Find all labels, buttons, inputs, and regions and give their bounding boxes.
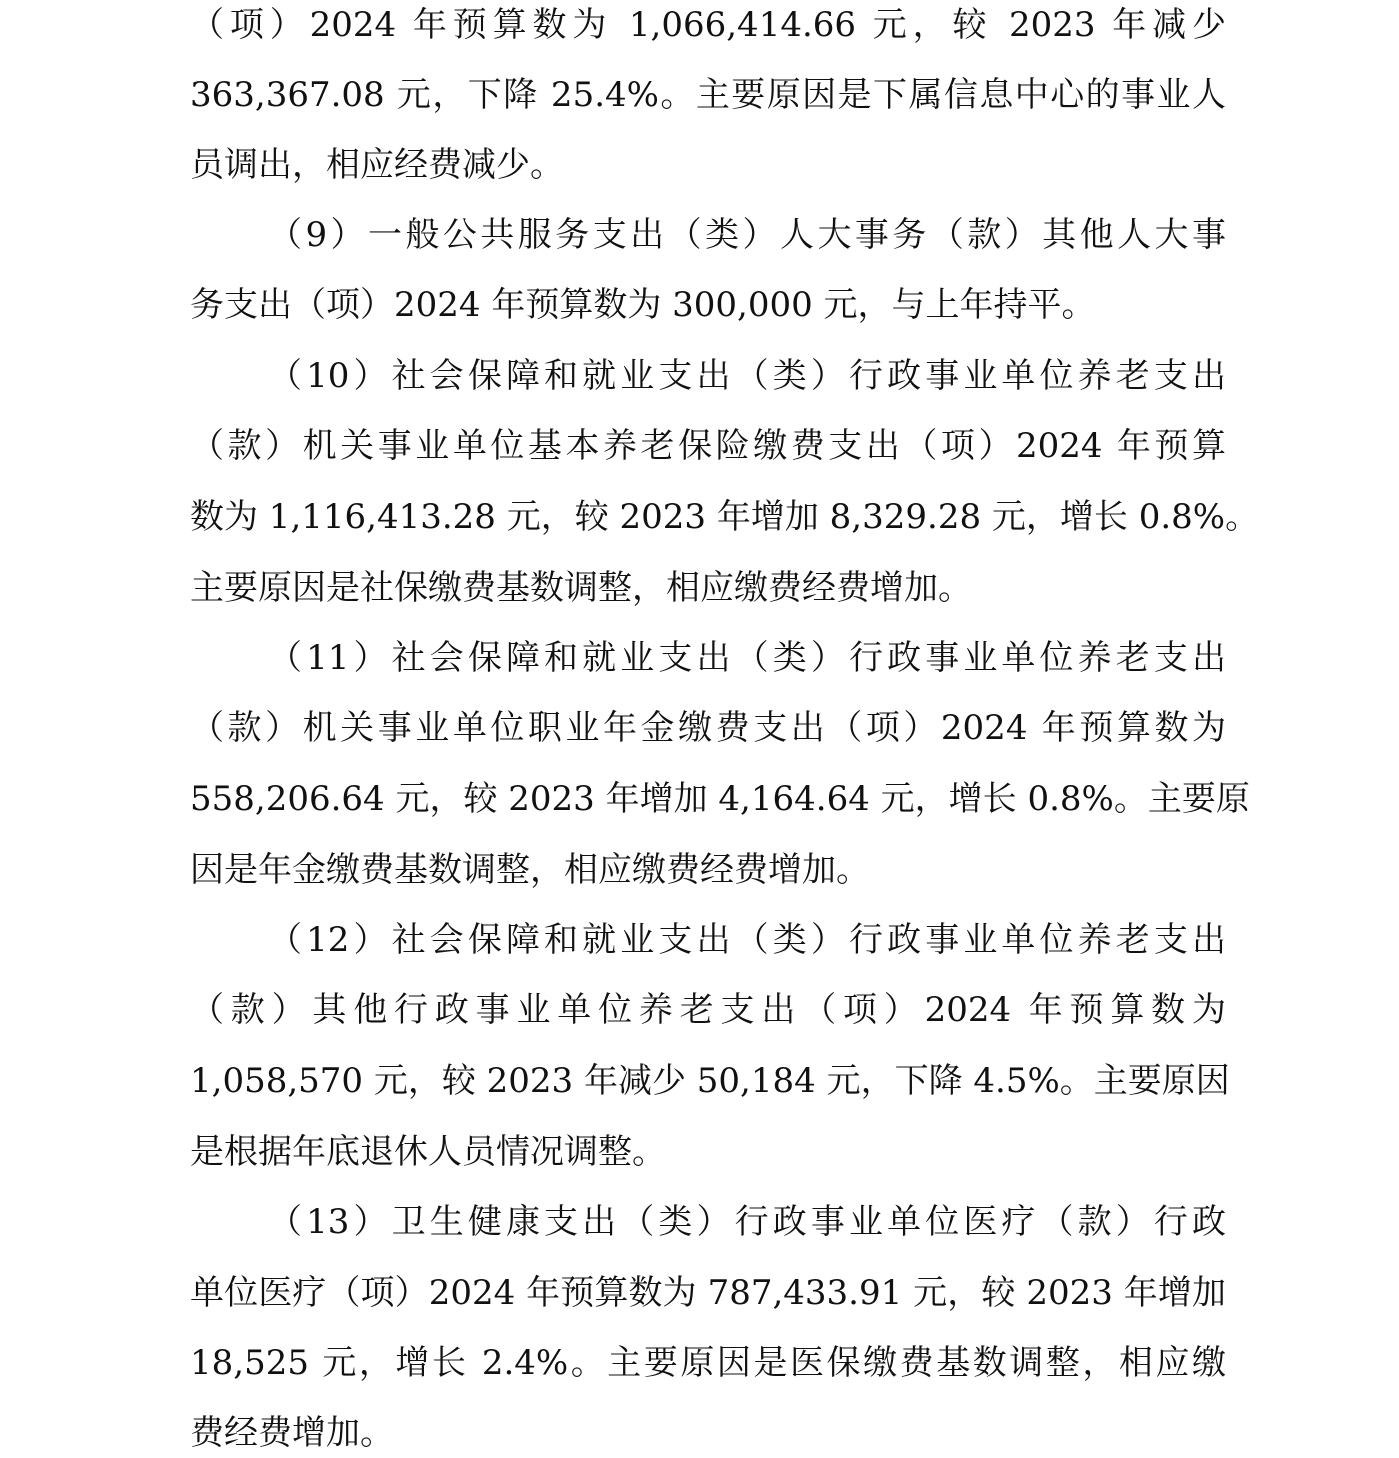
text-line-3: 员调出，相应经费减少。 — [190, 145, 564, 185]
paragraph-10-line-1: （10）社会保障和就业支出（类）行政事业单位养老支出 — [268, 356, 1226, 396]
paragraph-11-line-1: （11）社会保障和就业支出（类）行政事业单位养老支出 — [268, 638, 1226, 678]
paragraph-10-line-3: 数为 1,116,413.28 元，较 2023 年增加 8,329.28 元，增长 0.8%。 — [190, 497, 1260, 537]
paragraph-10-line-4: 主要原因是社保缴费基数调整，相应缴费经费增加。 — [190, 568, 972, 608]
paragraph-11-line-2: （款）机关事业单位职业年金缴费支出（项）2024 年预算数为 — [190, 708, 1226, 748]
paragraph-12-line-3: 1,058,570 元，较 2023 年减少 50,184 元，下降 4.5%。主要原因 — [190, 1061, 1230, 1101]
paragraph-9-line-1: （9）一般公共服务支出（类）人大事务（款）其他人大事 — [268, 215, 1226, 255]
paragraph-13-line-4: 费经费增加。 — [190, 1413, 394, 1453]
paragraph-12-line-4: 是根据年底退休人员情况调整。 — [190, 1132, 666, 1172]
paragraph-12-line-2: （款）其他行政事业单位养老支出（项）2024 年预算数为 — [190, 990, 1226, 1030]
paragraph-10-line-2: （款）机关事业单位基本养老保险缴费支出（项）2024 年预算 — [190, 426, 1226, 466]
paragraph-11-line-3: 558,206.64 元，较 2023 年增加 4,164.64 元，增长 0.8%。主要原 — [190, 779, 1250, 819]
paragraph-13-line-2: 单位医疗（项）2024 年预算数为 787,433.91 元，较 2023 年增加 — [190, 1273, 1226, 1313]
paragraph-11-line-4: 因是年金缴费基数调整，相应缴费经费增加。 — [190, 850, 870, 890]
text-line-2: 363,367.08 元，下降 25.4%。主要原因是下属信息中心的事业人 — [190, 75, 1226, 115]
paragraph-12-line-1: （12）社会保障和就业支出（类）行政事业单位养老支出 — [268, 920, 1226, 960]
paragraph-13-line-3: 18,525 元，增长 2.4%。主要原因是医保缴费基数调整，相应缴 — [190, 1343, 1226, 1383]
paragraph-13-line-1: （13）卫生健康支出（类）行政事业单位医疗（款）行政 — [268, 1202, 1226, 1242]
text-line-1: （项）2024 年预算数为 1,066,414.66 元，较 2023 年减少 — [190, 5, 1226, 45]
paragraph-9-line-2: 务支出（项）2024 年预算数为 300,000 元，与上年持平。 — [190, 285, 1096, 325]
